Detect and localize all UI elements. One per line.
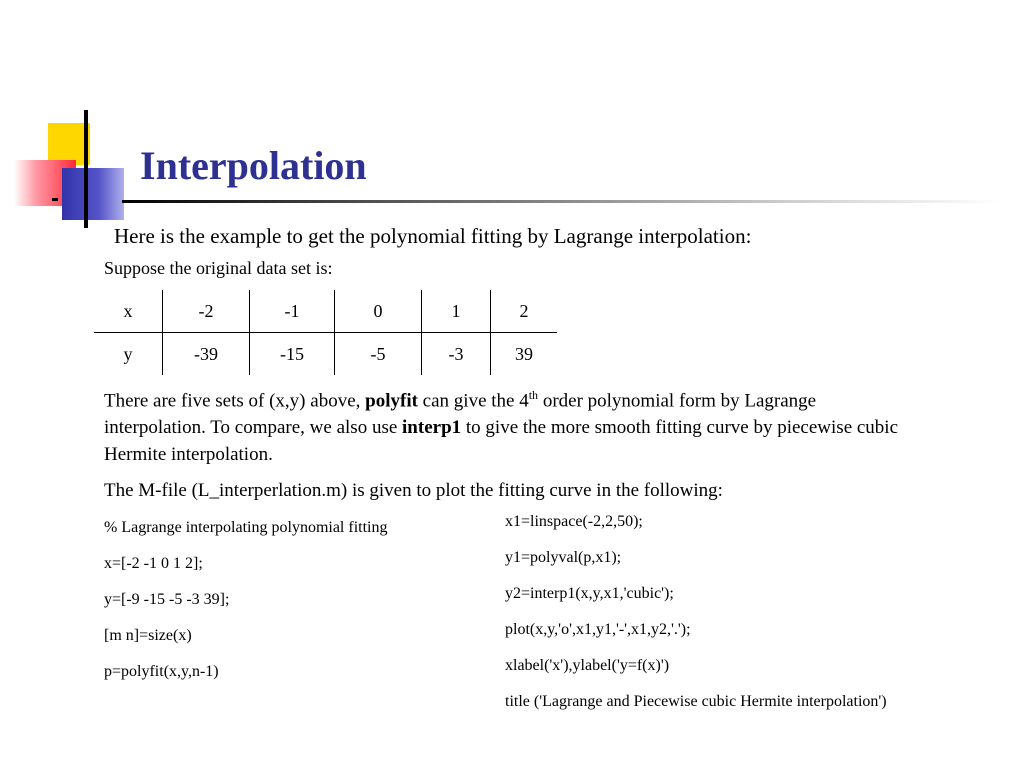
code-line: y2=interp1(x,y,x1,'cubic');	[505, 585, 674, 602]
table-row-y	[94, 333, 557, 376]
paragraph-text: There are five sets of (x,y) above,	[104, 390, 366, 412]
code-line: p=polyfit(x,y,n-1)	[104, 663, 219, 680]
code-line: title ('Lagrange and Piecewise cubic Hermite interpolation')	[505, 693, 887, 710]
table-cell: 1	[422, 290, 491, 333]
title-underline	[122, 200, 1002, 203]
table-cell: 0	[335, 290, 422, 333]
code-block-left	[104, 518, 387, 698]
code-line: xlabel('x'),ylabel('y=f(x)')	[505, 657, 670, 674]
decor-horizontal-tick	[52, 198, 58, 201]
table-cell: -5	[335, 333, 422, 376]
table-cell: -3	[422, 333, 491, 376]
slide-title: Interpolation	[140, 143, 367, 188]
code-line: x=[-2 -1 0 1 2];	[104, 555, 203, 572]
decor-blue-square	[62, 168, 124, 220]
paragraph-text: can give the 4	[417, 390, 529, 412]
interp1-keyword: interp1	[402, 417, 462, 439]
ordinal-superscript: th	[528, 388, 539, 402]
code-line: y1=polyval(p,x1);	[505, 549, 622, 566]
table-cell: 39	[491, 333, 558, 376]
polyfit-keyword: polyfit	[365, 390, 418, 412]
code-line: % Lagrange interpolating polynomial fitting	[104, 519, 388, 536]
intro-text: Here is the example to get the polynomial fitting by Lagrange interpolation:	[114, 224, 752, 248]
paragraph-text: to give the more smooth fitting curve by piecewise cubic Hermite interpolation.	[104, 417, 899, 466]
table-cell: -15	[250, 333, 335, 376]
code-block-right	[505, 512, 887, 728]
explanation-paragraph	[104, 382, 904, 468]
table-row-label: x	[94, 290, 163, 333]
table-row-label: y	[123, 343, 133, 364]
table-cell: -2	[163, 290, 250, 333]
mfile-intro: The M-file (L_interperlation.m) is given to plot the fitting curve in the following:	[104, 480, 723, 501]
code-line: plot(x,y,'o',x1,y1,'-',x1,y2,'.');	[505, 621, 691, 638]
decor-vertical-line	[84, 110, 88, 228]
table-cell: 2	[491, 290, 558, 333]
table-cell: -1	[250, 290, 335, 333]
dataset-caption: Suppose the original data set is:	[104, 258, 333, 278]
data-table	[94, 290, 557, 375]
code-line: x1=linspace(-2,2,50);	[505, 513, 643, 530]
code-line: y=[-9 -15 -5 -3 39];	[104, 591, 230, 608]
table-cell: -39	[163, 333, 250, 376]
code-line: [m n]=size(x)	[104, 627, 192, 644]
table-row-x	[94, 290, 557, 333]
paragraph-text: order polynomial form by Lagrange interpolation. To compare, we also use	[104, 390, 817, 439]
